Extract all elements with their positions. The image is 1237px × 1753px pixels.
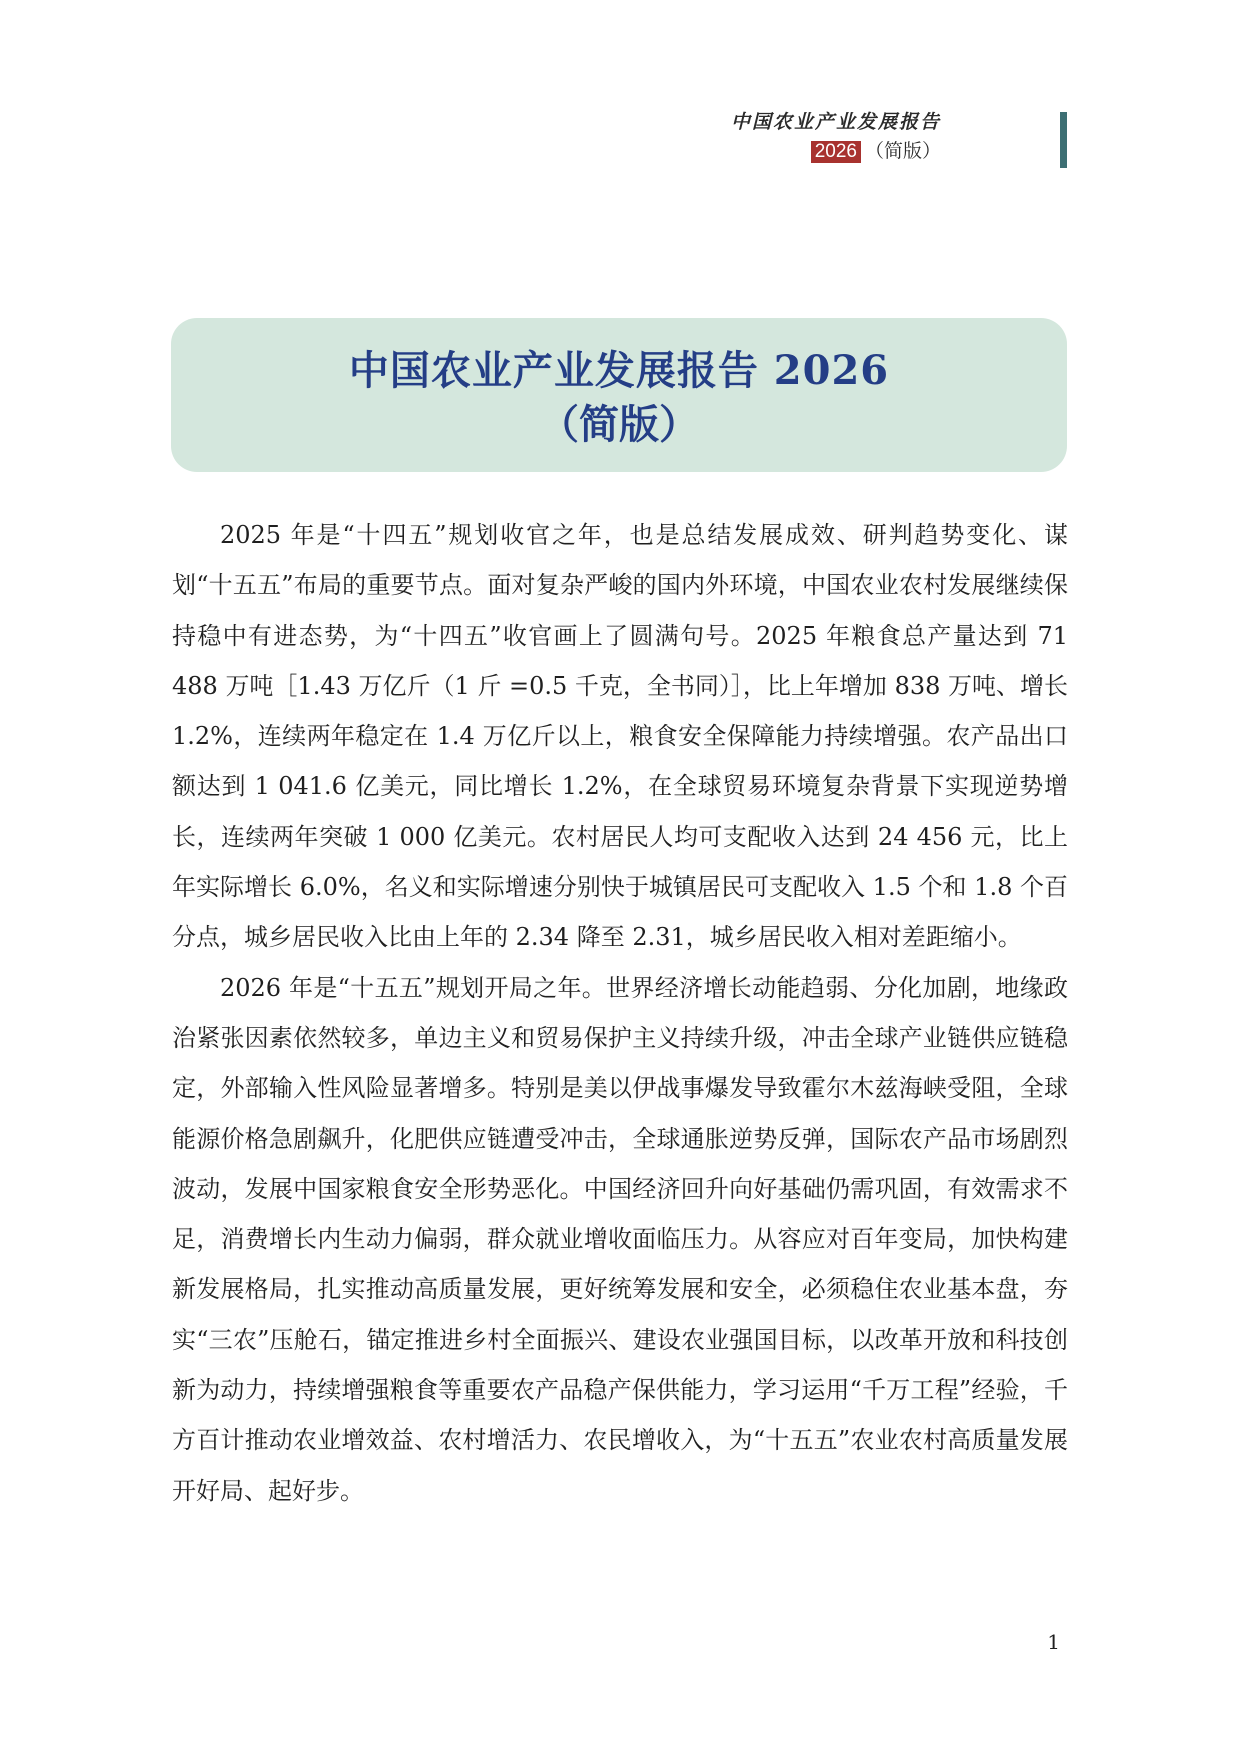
report-title-box <box>171 318 1067 472</box>
report-title: 中国农业产业发展报告 2026 <box>348 347 890 394</box>
running-header-edition-line <box>541 138 941 164</box>
paragraph-2: 2026 年是“十五五”规划开局之年。世界经济增长动能趋弱、分化加剧，地缘政治紧张因素依然较多，单边主义和贸易保护主义持续升级，冲击全球产业链供应链稳定，外部输入性风险显著增多。特别是美以伊战事爆发导致霍尔木兹海峡受阻，全球能源价格急剧飙升，化肥供应链遭受冲击，全球通胀逆势反弹，国际农产品市场剧烈波动，发展中国家粮食安全形势恶化。中国经济回升向好基础仍需巩固，有效需求不足，消费增长内生动力偏弱，群众就业增收面临压力。从容应对百年变局，加快构建新发展格局，扎实推动高质量发展，更好统筹发展和安全，必须稳住农业基本盘，夯实“三农”压舱石，锚定推进乡村全面振兴、建设农业强国目标，以改革开放和科技创新为动力，持续增强粮食等重要农产品稳产保供能力，学习运用“千万工程”经验，千方百计推动农业增效益、农村增活力、农民增收入，为“十五五”农业农村高质量发展开好局、起好步。 <box>172 973 1068 1505</box>
paragraph-1: 2025 年是“十四五”规划收官之年，也是总结发展成效、研判趋势变化、谋划“十五五”布局的重要节点。面对复杂严峻的国内外环境，中国农业农村发展继续保持稳中有进态势，为“十四五”收官画上了圆满句号。2025 年粮食总产量达到 71 488 万吨［1.43 万亿斤（1 斤 =0.5 千克，全书同）］，比上年增加 838 万吨、增长 1.2%，连续两年稳定在 1.4 万亿斤以上，粮食安全保障能力持续增强。农产品出口额达到 1 041.6 亿美元，同比增长 1.2%，在全球贸易环境复杂背景下实现逆势增长，连续两年突破 1 000 亿美元。农村居民人均可支配收入达到 24 456 元，比上年实际增长 6.0%，名义和实际增速分别快于城镇居民可支配收入 1.5 个和 1.8 个百分点，城乡居民收入比由上年的 2.34 降至 2.31，城乡居民收入相对差距缩小。 <box>172 521 1069 952</box>
edition-label: （简版） <box>864 140 941 162</box>
year-badge: 2026 <box>811 141 861 163</box>
running-header-title: 中国农业产业发展报告 <box>730 111 941 133</box>
running-header <box>541 108 941 164</box>
header-accent-bar <box>1060 112 1067 168</box>
report-subtitle: （简版） <box>539 401 699 448</box>
page-number: 1 <box>1047 1630 1060 1654</box>
body-text <box>172 510 1068 1516</box>
